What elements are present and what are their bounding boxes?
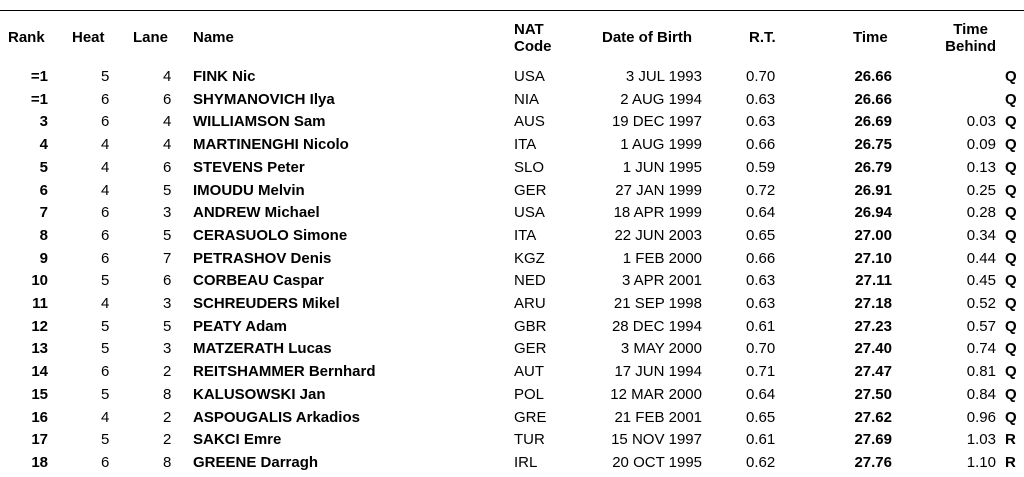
date-of-birth-cell: 3 MAY 2000 (620, 340, 702, 358)
heat-cell: 4 (101, 181, 110, 199)
reaction-time-cell: 0.59 (746, 158, 776, 176)
qualification-mark: Q (1005, 295, 1017, 312)
nat-code-cell: USA (514, 204, 545, 222)
nat-code-cell: ITA (514, 226, 537, 244)
header-reaction-time: R.T. (749, 29, 776, 46)
time-cell: 26.66 (854, 90, 892, 108)
date-of-birth-cell: 21 FEB 2001 (614, 408, 702, 426)
qualification-mark: Q (1005, 385, 1017, 403)
date-of-birth-cell: 15 NOV 1997 (611, 431, 702, 449)
time-cell: 27.47 (854, 363, 892, 381)
reaction-time-cell: 0.63 (746, 295, 776, 312)
table-row (0, 89, 1024, 112)
qualification-mark: Q (1005, 226, 1017, 244)
time-behind-cell: 0.25 (966, 181, 996, 199)
heat-cell: 4 (101, 136, 110, 154)
date-of-birth-cell: 2 AUG 1994 (620, 90, 702, 108)
athlete-name: PETRASHOV Denis (193, 249, 332, 267)
header-lane: Lane (133, 29, 169, 46)
time-behind-cell: 0.57 (966, 317, 996, 335)
heat-cell: 5 (101, 431, 110, 449)
lane-cell: 2 (163, 363, 172, 381)
date-of-birth-cell: 3 APR 2001 (621, 272, 702, 290)
rank-cell: 3 (39, 113, 48, 131)
qualification-mark: Q (1005, 340, 1017, 358)
heat-cell: 5 (101, 68, 110, 85)
heat-cell: 6 (101, 453, 110, 471)
lane-cell: 2 (163, 408, 172, 426)
table-row (0, 361, 1024, 384)
lane-cell: 6 (163, 272, 172, 290)
lane-cell: 3 (163, 295, 172, 312)
nat-code-cell: IRL (514, 453, 538, 471)
heat-cell: 6 (101, 226, 110, 244)
qualification-mark: Q (1005, 249, 1017, 267)
time-cell: 27.50 (854, 385, 892, 403)
heat-cell: 5 (101, 340, 110, 358)
rank-cell: 16 (31, 408, 48, 426)
time-behind-cell: 0.84 (966, 385, 996, 403)
nat-code-cell: GER (514, 181, 547, 199)
table-row (0, 316, 1024, 339)
date-of-birth-cell: 1 JUN 1995 (622, 158, 702, 176)
lane-cell: 3 (163, 204, 172, 222)
athlete-name: ASPOUGALIS Arkadios (193, 408, 360, 426)
nat-code-cell: USA (514, 68, 545, 85)
rank-cell: =1 (30, 68, 48, 85)
athlete-name: CERASUOLO Simone (193, 226, 348, 244)
reaction-time-cell: 0.63 (746, 113, 776, 131)
time-cell: 26.66 (854, 68, 892, 85)
time-cell: 27.18 (854, 295, 892, 312)
nat-code-cell: GBR (514, 317, 547, 335)
heat-cell: 5 (101, 317, 110, 335)
time-behind-cell: 0.52 (966, 295, 996, 312)
heat-cell: 6 (101, 204, 110, 222)
date-of-birth-cell: 12 MAR 2000 (610, 385, 702, 403)
heat-cell: 4 (101, 295, 110, 312)
time-behind-cell: 0.74 (966, 340, 996, 358)
date-of-birth-cell: 3 JUL 1993 (625, 68, 702, 85)
time-behind-cell: 1.10 (966, 453, 996, 471)
reaction-time-cell: 0.71 (746, 363, 776, 381)
rank-cell: 12 (31, 317, 48, 335)
rank-cell: 9 (39, 249, 48, 267)
reaction-time-cell: 0.70 (746, 340, 776, 358)
rank-cell: =1 (30, 90, 48, 108)
rank-cell: 8 (39, 226, 48, 244)
header-rank: Rank (8, 29, 45, 46)
lane-cell: 4 (163, 136, 172, 154)
reaction-time-cell: 0.63 (746, 90, 776, 108)
lane-cell: 2 (163, 431, 172, 449)
athlete-name: ANDREW Michael (193, 204, 320, 222)
time-cell: 26.69 (854, 113, 892, 131)
rank-cell: 7 (39, 204, 48, 222)
lane-cell: 5 (163, 181, 172, 199)
time-cell: 27.00 (854, 226, 892, 244)
rank-cell: 14 (31, 363, 48, 381)
nat-code-cell: ITA (514, 136, 537, 154)
time-cell: 26.75 (854, 136, 892, 154)
reaction-time-cell: 0.70 (746, 68, 776, 85)
time-cell: 27.40 (854, 340, 892, 358)
time-behind-cell: 1.03 (966, 431, 996, 449)
table-row (0, 202, 1024, 225)
header-date-of-birth: Date of Birth (602, 29, 692, 46)
athlete-name: SCHREUDERS Mikel (193, 295, 340, 312)
qualification-mark: R (1005, 431, 1016, 449)
lane-cell: 6 (163, 158, 172, 176)
date-of-birth-cell: 1 FEB 2000 (622, 249, 702, 267)
time-behind-cell: 0.28 (966, 204, 996, 222)
heat-cell: 4 (101, 158, 110, 176)
nat-code-cell: AUT (514, 363, 544, 381)
table-row (0, 384, 1024, 407)
qualification-mark: Q (1005, 113, 1017, 131)
table-row (0, 111, 1024, 134)
reaction-time-cell: 0.61 (746, 317, 776, 335)
rank-cell: 10 (31, 272, 48, 290)
time-cell: 27.76 (854, 453, 892, 471)
date-of-birth-cell: 17 JUN 1994 (614, 363, 702, 381)
reaction-time-cell: 0.64 (746, 385, 776, 403)
nat-code-cell: GRE (514, 408, 547, 426)
header-nat-code: NAT Code (514, 21, 552, 55)
time-behind-cell: 0.09 (966, 136, 996, 154)
heat-cell: 6 (101, 249, 110, 267)
table-row (0, 225, 1024, 248)
nat-code-cell: NED (514, 272, 546, 290)
qualification-mark: Q (1005, 181, 1017, 199)
qualification-mark: Q (1005, 204, 1017, 222)
nat-code-cell: POL (514, 385, 545, 403)
header-name: Name (193, 29, 234, 46)
athlete-name: MARTINENGHI Nicolo (193, 136, 349, 154)
table-row (0, 407, 1024, 430)
time-behind-cell: 0.81 (966, 363, 996, 381)
date-of-birth-cell: 27 JAN 1999 (615, 181, 702, 199)
date-of-birth-cell: 21 SEP 1998 (613, 295, 702, 312)
athlete-name: IMOUDU Melvin (193, 181, 305, 199)
qualification-mark: Q (1005, 408, 1017, 426)
lane-cell: 8 (163, 385, 172, 403)
athlete-name: FINK Nic (193, 68, 256, 85)
athlete-name: CORBEAU Caspar (193, 272, 324, 290)
reaction-time-cell: 0.62 (746, 453, 776, 471)
athlete-name: GREENE Darragh (193, 453, 319, 471)
reaction-time-cell: 0.72 (746, 181, 776, 199)
heat-cell: 5 (101, 272, 110, 290)
nat-code-cell: TUR (514, 431, 545, 449)
table-row (0, 157, 1024, 180)
lane-cell: 3 (163, 340, 172, 358)
rank-cell: 5 (39, 158, 48, 176)
athlete-name: REITSHAMMER Bernhard (193, 363, 376, 381)
lane-cell: 7 (163, 249, 172, 267)
heat-cell: 4 (101, 408, 110, 426)
heat-cell: 6 (101, 113, 110, 131)
reaction-time-cell: 0.64 (746, 204, 776, 222)
date-of-birth-cell: 22 JUN 2003 (614, 226, 702, 244)
table-row (0, 66, 1024, 89)
rank-cell: 13 (31, 340, 48, 358)
rank-cell: 17 (31, 431, 48, 449)
nat-code-cell: SLO (514, 158, 545, 176)
nat-code-cell: NIA (514, 90, 540, 108)
header-time-behind: Time Behind (945, 21, 996, 55)
time-behind-cell: 0.34 (966, 226, 996, 244)
athlete-name: WILLIAMSON Sam (193, 113, 326, 131)
date-of-birth-cell: 1 AUG 1999 (620, 136, 702, 154)
athlete-name: SAKCI Emre (193, 431, 282, 449)
table-row (0, 338, 1024, 361)
time-behind-cell: 0.03 (966, 113, 996, 131)
lane-cell: 8 (163, 453, 172, 471)
time-cell: 27.62 (854, 408, 892, 426)
time-cell: 26.79 (854, 158, 892, 176)
date-of-birth-cell: 19 DEC 1997 (611, 113, 702, 131)
date-of-birth-cell: 18 APR 1999 (613, 204, 702, 222)
time-behind-cell: 0.96 (966, 408, 996, 426)
time-cell: 27.10 (854, 249, 892, 267)
time-cell: 26.94 (854, 204, 892, 222)
table-row (0, 293, 1024, 316)
time-cell: 27.69 (854, 431, 892, 449)
qualification-mark: Q (1005, 363, 1017, 381)
reaction-time-cell: 0.66 (746, 136, 776, 154)
table-row (0, 270, 1024, 293)
nat-code-cell: KGZ (514, 249, 545, 267)
lane-cell: 5 (163, 317, 172, 335)
heat-cell: 6 (101, 90, 110, 108)
heat-cell: 5 (101, 385, 110, 403)
heat-cell: 6 (101, 363, 110, 381)
qualification-mark: Q (1005, 272, 1017, 290)
qualification-mark: Q (1005, 158, 1017, 176)
athlete-name: SHYMANOVICH Ilya (193, 90, 335, 108)
rank-cell: 11 (32, 295, 48, 312)
rank-cell: 4 (39, 136, 48, 154)
nat-code-cell: ARU (514, 295, 546, 312)
qualification-mark: Q (1005, 317, 1017, 335)
reaction-time-cell: 0.61 (746, 431, 776, 449)
athlete-name: PEATY Adam (193, 317, 287, 335)
table-row (0, 134, 1024, 157)
time-behind-cell: 0.45 (966, 272, 996, 290)
athlete-name: STEVENS Peter (193, 158, 305, 176)
top-rule (0, 10, 1024, 11)
rank-cell: 15 (31, 385, 48, 403)
header-heat: Heat (72, 29, 105, 46)
lane-cell: 4 (163, 113, 172, 131)
qualification-mark: Q (1005, 136, 1017, 154)
table-row (0, 180, 1024, 203)
athlete-name: MATZERATH Lucas (193, 340, 332, 358)
qualification-mark: Q (1005, 68, 1017, 85)
table-row (0, 429, 1024, 452)
reaction-time-cell: 0.63 (746, 272, 776, 290)
athlete-name: KALUSOWSKI Jan (193, 385, 326, 403)
date-of-birth-cell: 20 OCT 1995 (612, 453, 702, 471)
qualification-mark: R (1005, 453, 1016, 471)
nat-code-cell: AUS (514, 113, 545, 131)
nat-code-cell: GER (514, 340, 547, 358)
date-of-birth-cell: 28 DEC 1994 (611, 317, 702, 335)
time-cell: 27.23 (854, 317, 892, 335)
qualification-mark: Q (1005, 90, 1017, 108)
time-behind-cell: 0.13 (966, 158, 996, 176)
reaction-time-cell: 0.66 (746, 249, 776, 267)
reaction-time-cell: 0.65 (746, 408, 776, 426)
time-behind-cell: 0.44 (966, 249, 996, 267)
lane-cell: 4 (163, 68, 172, 85)
time-cell: 26.91 (854, 181, 892, 199)
rank-cell: 6 (39, 181, 48, 199)
lane-cell: 5 (163, 226, 172, 244)
rank-cell: 18 (31, 453, 48, 471)
table-row (0, 452, 1024, 475)
reaction-time-cell: 0.65 (746, 226, 776, 244)
table-row (0, 248, 1024, 271)
time-cell: 27.11 (855, 272, 892, 290)
lane-cell: 6 (163, 90, 172, 108)
header-time: Time (853, 29, 888, 46)
